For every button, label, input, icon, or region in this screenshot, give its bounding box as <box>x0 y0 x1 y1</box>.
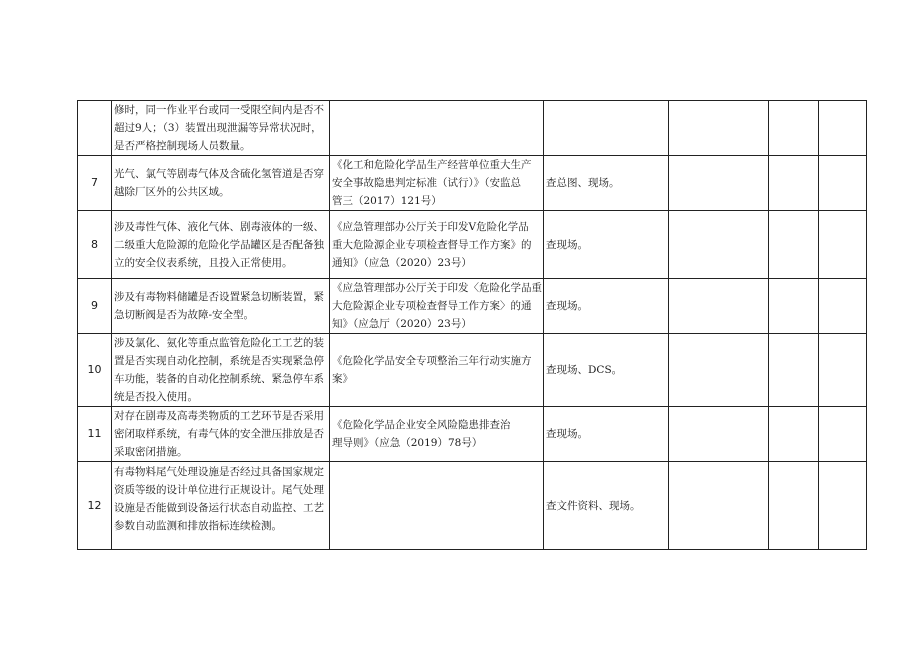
check-item-line: 超过9人；（3）装置出现泄漏等异常状况时， <box>114 122 322 134</box>
basis-line: 《应急管理部办公厅关于印发V危险化学品 <box>332 220 529 233</box>
result-cell <box>669 156 769 211</box>
remark-cell <box>769 101 819 156</box>
basis-cell <box>330 334 544 407</box>
basis-line: 知》（应急厅（2020）23号） <box>332 318 472 330</box>
method-cell <box>544 101 669 156</box>
check-item <box>112 211 330 279</box>
basis-cell <box>330 211 544 279</box>
check-item-line: 参数自动监测和排放指标连续检测。 <box>114 520 282 532</box>
remark-cell <box>769 462 819 550</box>
row-number: 12 <box>78 462 112 550</box>
basis-line: 《危险化学品安全专项整治三年行动实施方 <box>332 355 532 367</box>
method-cell: 查现场。 <box>544 211 669 279</box>
check-item-line: 是否严格控制现场人员数量。 <box>114 140 251 152</box>
result-cell <box>669 211 769 279</box>
row-number: 11 <box>78 407 112 462</box>
check-item-line: 置是否实现自动化控制，系统是否实现紧急停 <box>114 355 324 367</box>
row-number <box>78 101 112 156</box>
method-cell: 查现场。 <box>544 407 669 462</box>
basis-line: 理导则》（应急（2019）78号） <box>332 437 483 449</box>
basis-line: 案》 <box>332 373 353 385</box>
check-item <box>112 334 330 407</box>
remark-cell <box>769 279 819 334</box>
check-item-line: 修时，同一作业平台或同一受限空间内是否不 <box>114 104 324 116</box>
basis-cell <box>330 156 544 211</box>
remark-cell <box>769 334 819 407</box>
basis-cell <box>330 279 544 334</box>
table-row <box>78 101 867 156</box>
remark-cell <box>769 211 819 279</box>
table-row <box>78 211 867 279</box>
method-cell: 查总图、现场。 <box>544 156 669 211</box>
result-cell <box>669 462 769 550</box>
row-number: 7 <box>78 156 112 211</box>
check-item-line: 二级重大危险源的危险化学品罐区是否配备独 <box>114 238 324 251</box>
check-item-line: 急切断阀是否为故障-安全型。 <box>114 309 255 321</box>
remark-cell <box>769 156 819 211</box>
result-cell <box>669 279 769 334</box>
basis-line: 重大危险源企业专项检查督导工作方案》的 <box>332 238 532 251</box>
method-cell: 查文件资料、现场。 <box>544 462 669 550</box>
note-cell <box>819 156 867 211</box>
note-cell <box>819 279 867 334</box>
check-item-line: 车功能，装备的自动化控制系统、紧急停车系 <box>114 373 324 385</box>
table-row <box>78 334 867 407</box>
method-cell: 查现场。 <box>544 279 669 334</box>
result-cell <box>669 334 769 407</box>
note-cell <box>819 101 867 156</box>
check-item-line: 设施是否能做到设备运行状态自动监控、工艺 <box>114 502 324 514</box>
row-number: 10 <box>78 334 112 407</box>
note-cell <box>819 334 867 407</box>
check-item <box>112 101 330 156</box>
table-row <box>78 462 867 550</box>
basis-line: 管三（2017）121号） <box>332 195 442 207</box>
check-item-line: 采取密闭措施。 <box>114 446 188 458</box>
method-cell: 查现场、DCS。 <box>544 334 669 407</box>
row-number: 9 <box>78 279 112 334</box>
check-item-line: 资质等级的设计单位进行正规设计。尾气处理 <box>114 484 324 496</box>
check-item-line: 密闭取样系统，有毒气体的安全泄压排放是否 <box>114 428 324 440</box>
note-cell <box>819 407 867 462</box>
check-item-line: 涉及毒性气体、液化气体、剧毒液体的一级、 <box>114 220 324 233</box>
basis-line: 大危险源企业专项检查督导工作方案〉的通 <box>332 300 532 312</box>
check-item-line: 统是否投入使用。 <box>114 391 198 403</box>
basis-line: 安全事故隐患判定标准（试行）》（安监总 <box>332 177 521 189</box>
inspection-table <box>77 100 867 550</box>
basis-line: 《应急管理部办公厅关于印发〈危险化学品重 <box>332 282 542 294</box>
check-item-line: 立的安全仪表系统，且投入正常使用。 <box>114 256 293 269</box>
basis-cell <box>330 407 544 462</box>
result-cell <box>669 101 769 156</box>
note-cell <box>819 211 867 279</box>
basis-line: 《危险化学品企业安全风险隐患排查治 <box>332 419 511 431</box>
result-cell <box>669 407 769 462</box>
check-item-line: 光气、氯气等剧毒气体及含硫化氢管道是否穿 <box>114 168 324 180</box>
check-item-line: 对存在剧毒及高毒类物质的工艺环节是否采用 <box>114 410 324 422</box>
check-item-line: 越除厂区外的公共区域。 <box>114 186 230 198</box>
check-item <box>112 156 330 211</box>
check-item-line: 有毒物料尾气处理设施是否经过具备国家规定 <box>114 466 324 478</box>
check-item-line: 涉及氯化、氨化等重点监管危险化工工艺的装 <box>114 337 324 349</box>
table-row <box>78 407 867 462</box>
basis-cell <box>330 462 544 550</box>
check-item-line: 涉及有毒物料储罐是否设置紧急切断装置，紧 <box>114 291 324 303</box>
note-cell <box>819 462 867 550</box>
row-number: 8 <box>78 211 112 279</box>
table-row <box>78 279 867 334</box>
basis-cell <box>330 101 544 156</box>
check-item <box>112 462 330 550</box>
check-item <box>112 407 330 462</box>
basis-line: 通知》（应急（2020）23号） <box>332 256 472 269</box>
check-item <box>112 279 330 334</box>
table-row <box>78 156 867 211</box>
remark-cell <box>769 407 819 462</box>
basis-line: 《化工和危险化学品生产经营单位重大生产 <box>332 159 532 171</box>
